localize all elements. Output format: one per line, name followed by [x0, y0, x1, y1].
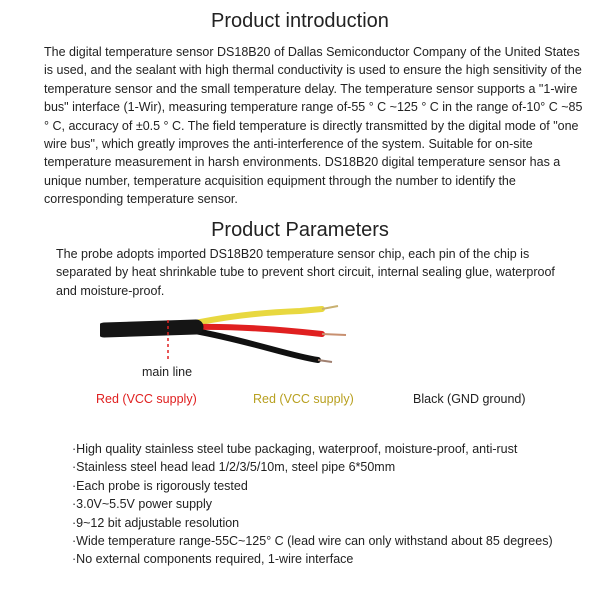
- cable-diagram: [100, 296, 360, 370]
- black-wire-label: Black (GND ground): [413, 392, 526, 406]
- list-item: ·Stainless steel head lead 1/2/3/5/10m, steel pipe 6*50mm: [72, 460, 396, 475]
- yellow-wire-label: Red (VCC supply): [253, 392, 354, 406]
- intro-title: Product introduction: [211, 10, 389, 32]
- black-wire: [195, 331, 318, 360]
- list-item: ·No external components required, 1-wire interface: [72, 552, 354, 567]
- main-cable: [104, 327, 196, 330]
- list-item: ·9~12 bit adjustable resolution: [72, 515, 240, 530]
- feature-list: [72, 440, 553, 569]
- params-title: Product Parameters: [211, 219, 389, 241]
- params-description: The probe adopts imported DS18B20 temperature sensor chip, each pin of the chip is separated by heat shrinkable tube to prevent short circuit, internal sealing glue, waterproof and moisture-proof.: [56, 247, 555, 298]
- list-item: ·High quality stainless steel tube packaging, waterproof, moisture-proof, anti-rust: [72, 442, 518, 456]
- list-item: ·Wide temperature range-55C~125° C (lead wire can only withstand about 85 degrees): [72, 534, 553, 549]
- list-item: ·Each probe is rigorously tested: [72, 478, 248, 493]
- yellow-wire: [195, 309, 322, 323]
- red-wire-label: Red (VCC supply): [96, 392, 197, 406]
- list-item: ·3.0V~5.5V power supply: [72, 497, 213, 512]
- main-line-label: main line: [142, 365, 193, 379]
- red-wire-tip: [322, 334, 346, 335]
- intro-paragraph: The digital temperature sensor DS18B20 of Dallas Semiconductor Company of the United States is used, and the sealant with high thermal conductivity is used to ensure the high sensitivity of the temperature sensor and the small temperature delay. The temperature sensor supports a "1-wire bus" interface (1-Wir), measuring temperature range of-55 ° C ~125 ° C in the range of-10° C ~85 ° C, accuracy of ±0.5 ° C. The field temperature is directly transmitted by the digital mode of "one wire bus", which greatly improves the anti-interference of the system. Suitable for on-site temperature measurement in harsh environments. DS18B20 digital temperature sensor has a unique number, temperature acquisition equipment through the number to identify the corresponding temperature sensor.: [44, 45, 583, 207]
